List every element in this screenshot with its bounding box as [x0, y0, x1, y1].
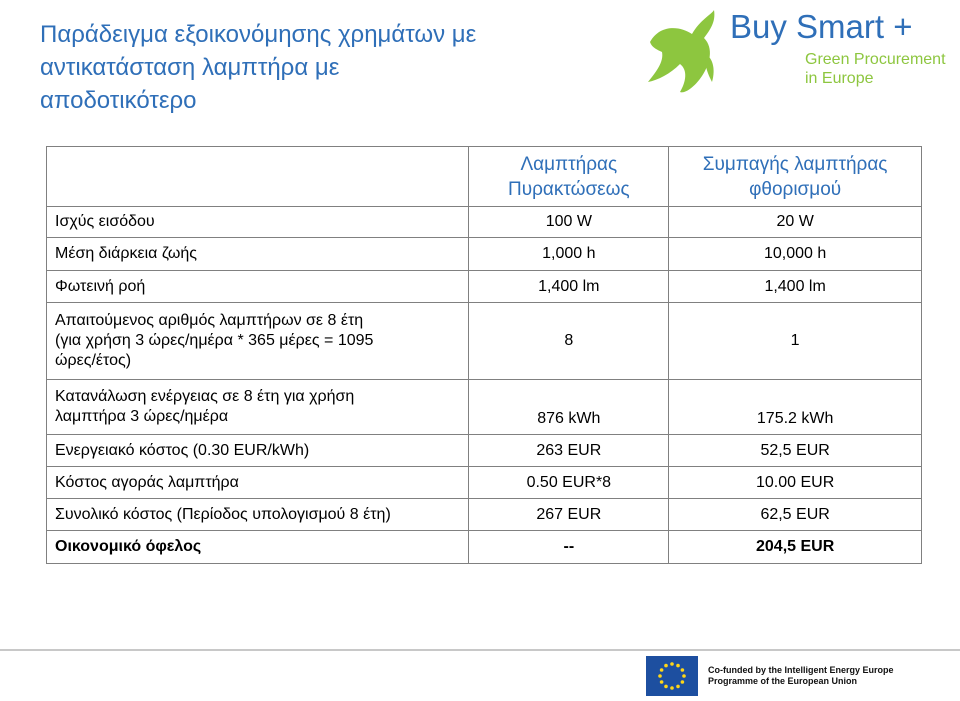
incandescent-value: 1,000 h	[469, 238, 669, 271]
cfl-value: 62,5 EUR	[669, 499, 922, 531]
incandescent-value: --	[469, 531, 669, 564]
comparison-table	[46, 146, 922, 564]
cfl-value: 175.2 kWh	[669, 380, 922, 435]
cfl-value: 1	[669, 303, 922, 380]
title-line-1: Παράδειγμα εξοικονόμησης χρημάτων με	[40, 21, 477, 48]
cfl-value: 20 W	[669, 207, 922, 238]
incandescent-value: 876 kWh	[469, 380, 669, 435]
row-label: Φωτεινή ροή	[47, 271, 469, 303]
header-cfl: Συμπαγής λαμπτήρας φθορισμού	[669, 147, 922, 207]
table-row	[47, 303, 922, 380]
logo-leaf-detail	[705, 54, 713, 82]
page-title	[40, 18, 600, 117]
table-row	[47, 467, 922, 499]
cfl-value: 10,000 h	[669, 238, 922, 271]
table-row	[47, 499, 922, 531]
logo-title: Buy Smart +	[730, 8, 913, 45]
header-empty-cell	[47, 147, 469, 207]
cfl-value: 10.00 EUR	[669, 467, 922, 499]
cofunding-notice	[708, 665, 894, 687]
table-row	[47, 207, 922, 238]
incandescent-value: 1,400 lm	[469, 271, 669, 303]
footer-divider	[0, 649, 960, 651]
row-label: Κατανάλωση ενέργειας σε 8 έτη για χρήση λαμπτήρα 3 ώρες/ημέρα	[47, 380, 469, 435]
row-label: Οικονομικό όφελος	[47, 531, 469, 564]
cofunding-line-2: Programme of the European Union	[708, 676, 858, 686]
logo-leaf-shape	[648, 10, 714, 92]
incandescent-value: 267 EUR	[469, 499, 669, 531]
buy-smart-logo	[640, 4, 960, 104]
table-row	[47, 271, 922, 303]
cfl-value: 204,5 EUR	[669, 531, 922, 564]
incandescent-value: 8	[469, 303, 669, 380]
row-label: Ισχύς εισόδου	[47, 207, 469, 238]
table-row-savings	[47, 531, 922, 564]
row-label: Μέση διάρκεια ζωής	[47, 238, 469, 271]
incandescent-value: 100 W	[469, 207, 669, 238]
table-row	[47, 238, 922, 271]
cofunding-line-1: Co-funded by the Intelligent Energy Europe	[708, 665, 894, 675]
header-incandescent: Λαμπτήρας Πυρακτώσεως	[469, 147, 669, 207]
title-line-3: αποδοτικότερο	[40, 87, 197, 114]
logo-subtitle-1: Green Procurement	[805, 51, 946, 68]
table-row	[47, 435, 922, 467]
table-row	[47, 380, 922, 435]
logo-subtitle-2: in Europe	[805, 70, 874, 87]
row-label: Ενεργειακό κόστος (0.30 EUR/kWh)	[47, 435, 469, 467]
cfl-value: 52,5 EUR	[669, 435, 922, 467]
cfl-value: 1,400 lm	[669, 271, 922, 303]
row-label: Απαιτούμενος αριθμός λαμπτήρων σε 8 έτη (για χρήση 3 ώρες/ημέρα * 365 μέρες = 1095 ώρες/έτος)	[47, 303, 469, 380]
row-label: Κόστος αγοράς λαμπτήρα	[47, 467, 469, 499]
title-line-2: αντικατάσταση λαμπτήρα με	[40, 54, 340, 81]
row-label: Συνολικό κόστος (Περίοδος υπολογισμού 8 έτη)	[47, 499, 469, 531]
incandescent-value: 263 EUR	[469, 435, 669, 467]
incandescent-value: 0.50 EUR*8	[469, 467, 669, 499]
eu-flag-icon	[646, 656, 698, 696]
table-header-row	[47, 147, 922, 207]
